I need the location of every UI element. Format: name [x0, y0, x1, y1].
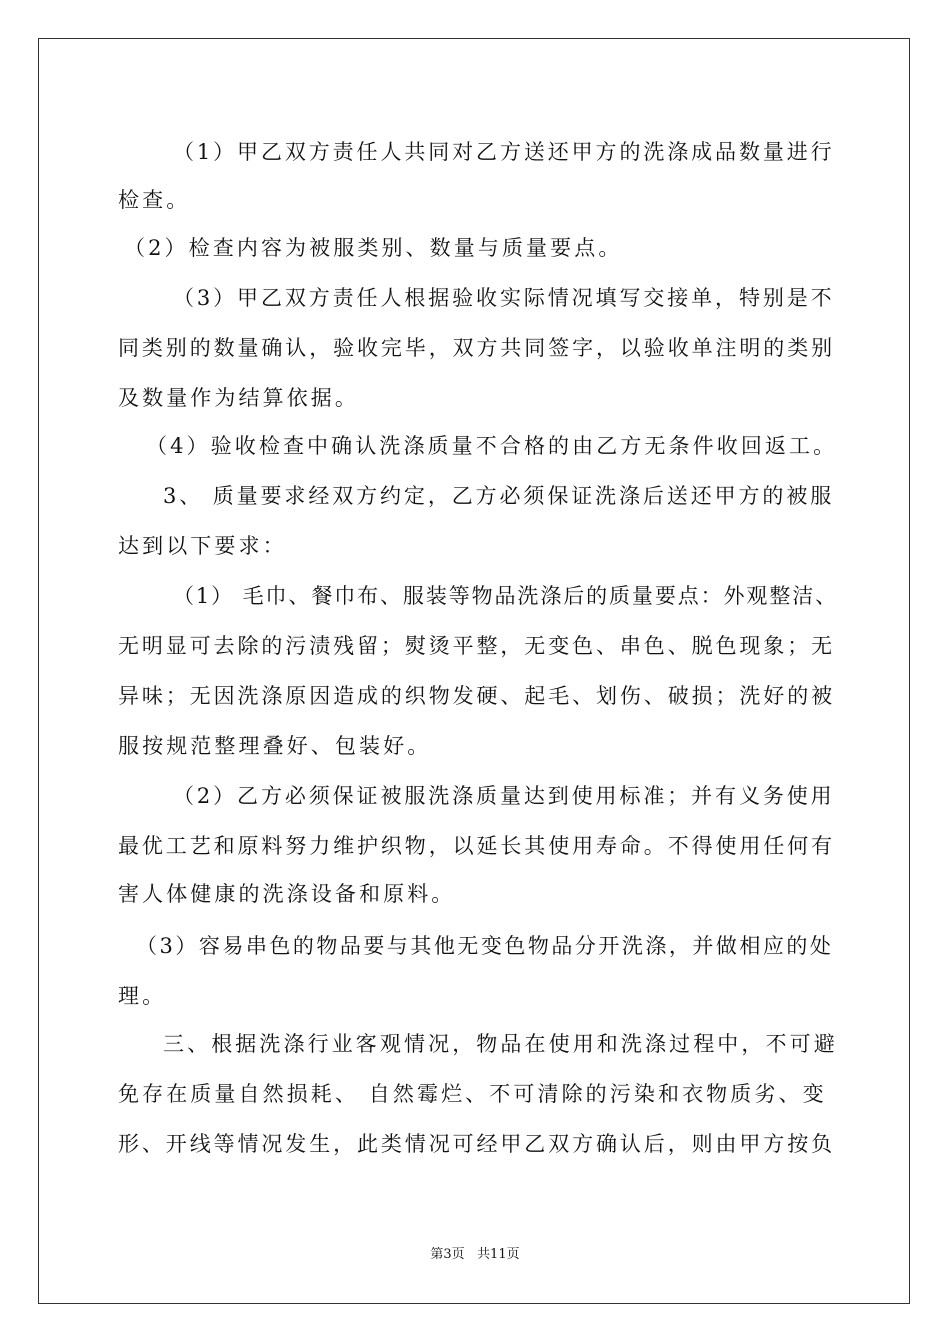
paragraph-line: 检查。 — [118, 188, 191, 212]
paragraph-line: 无明显可去除的污渍残留；熨烫平整，无变色、串色、脱色现象；无 — [118, 634, 835, 658]
paragraph-line: （1）甲乙双方责任人共同对乙方送还甲方的洗涤成品数量进行 — [173, 140, 835, 164]
paragraph-line: 3、 质量要求经双方约定，乙方必须保证洗涤后送还甲方的被服 — [163, 484, 835, 508]
paragraph-line: 三、根据洗涤行业客观情况，物品在使用和洗涤过程中，不可避 — [163, 1032, 838, 1056]
paragraph-line: （2）检查内容为被服类别、数量与质量要点。 — [124, 236, 623, 260]
paragraph-line: 害人体健康的洗涤设备和原料。 — [118, 882, 456, 906]
paragraph-line: 理。 — [118, 984, 167, 1008]
paragraph-line: 最优工艺和原料努力维护织物，以延长其使用寿命。不得使用任何有 — [118, 834, 835, 858]
paragraph-line: 形、开线等情况发生，此类情况可经甲乙双方确认后，则由甲方按负 — [118, 1132, 835, 1156]
paragraph-line: （3）容易串色的物品要与其他无变色物品分开洗涤，并做相应的处 — [136, 934, 834, 958]
page-border — [38, 38, 910, 1304]
paragraph-line: （2）乙方必须保证被服洗涤质量达到使用标准；并有义务使用 — [173, 784, 835, 808]
page-footer: 第3页 共11页 — [430, 1247, 520, 1262]
paragraph-line: 同类别的数量确认，验收完毕，双方共同签字，以验收单注明的类别 — [118, 336, 835, 360]
paragraph-line: 异味；无因洗涤原因造成的织物发硬、起毛、划伤、破损；洗好的被 — [118, 684, 835, 708]
paragraph-line: 服按规范整理叠好、包装好。 — [118, 734, 432, 758]
paragraph-line: （3）甲乙双方责任人根据验收实际情况填写交接单，特别是不 — [173, 286, 835, 310]
paragraph-line: 达到以下要求： — [118, 534, 287, 558]
paragraph-line: 及数量作为结算依据。 — [118, 386, 359, 410]
paragraph-line: 免存在质量自然损耗、 自然霉烂、不可清除的污染和衣物质劣、变 — [118, 1082, 827, 1106]
paragraph-line: （4）验收检查中确认洗涤质量不合格的由乙方无条件收回返工。 — [146, 434, 838, 458]
paragraph-line: （1） 毛巾、餐巾布、服装等物品洗涤后的质量要点：外观整洁、 — [173, 584, 839, 608]
